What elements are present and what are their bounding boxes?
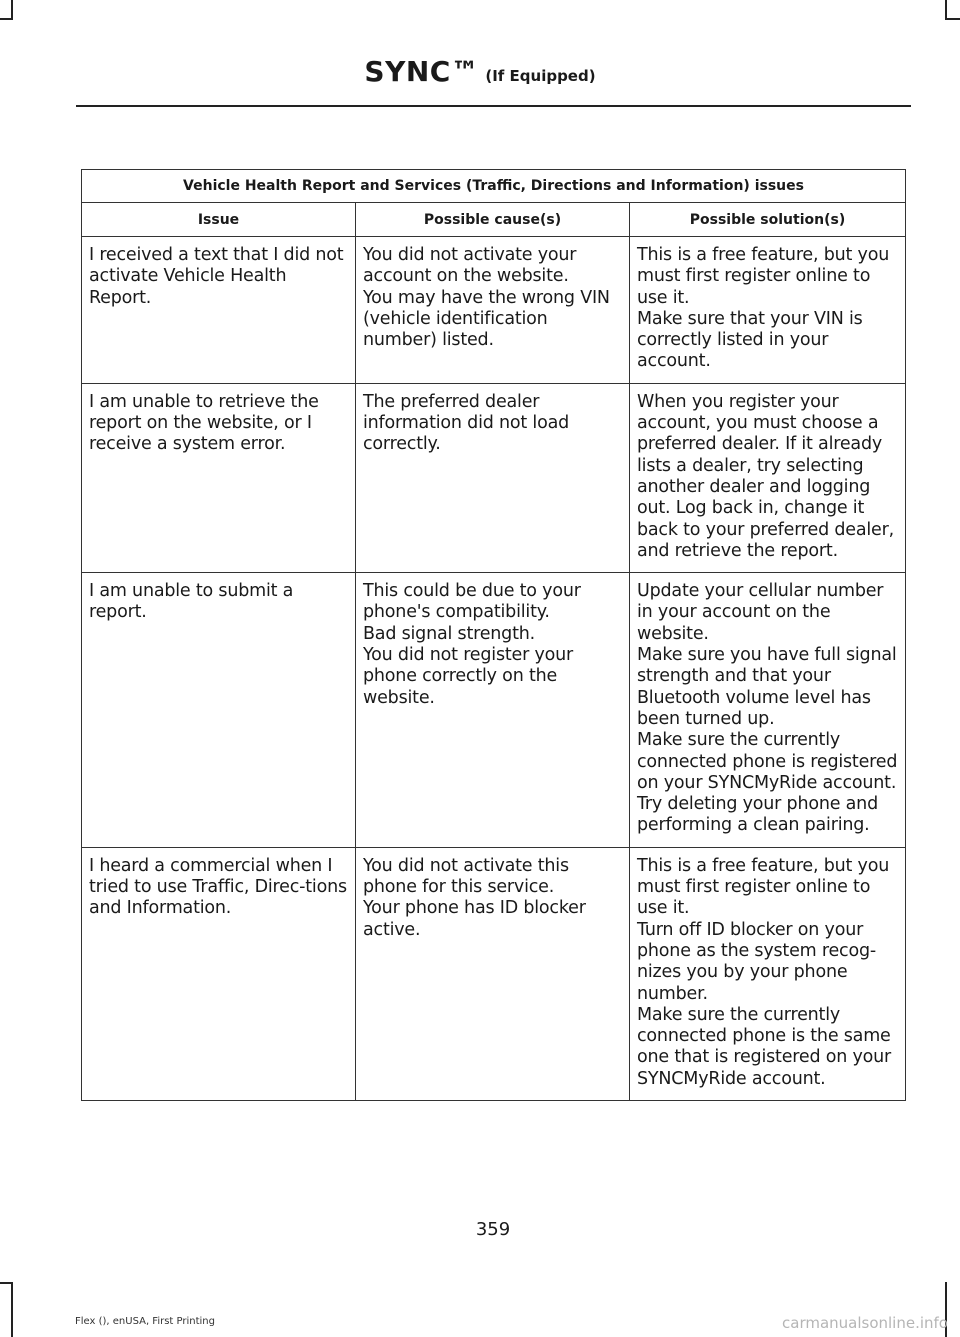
cause-cell [356, 847, 630, 1100]
cell-paragraph: This could be due to your phone's compatibility. [363, 581, 581, 623]
print-footer: Flex (), enUSA, First Printing [75, 1316, 215, 1327]
cause-cell [356, 573, 630, 848]
cell-paragraph: I received a text that I did not activate Vehicle Health Report. [89, 245, 344, 308]
table-row [82, 573, 906, 848]
issue-cell [82, 237, 356, 384]
crop-mark-top-right-v [945, 0, 947, 20]
crop-mark-top-right-h [945, 18, 960, 20]
cell-paragraph: Bad signal strength. [363, 623, 535, 644]
section-subtitle: (If Equipped) [485, 67, 596, 85]
cell-paragraph: Make sure the currently connected phone is registered on your SYNCMyRide account. [637, 730, 898, 793]
cell-paragraph: You did not activate this phone for this service. [363, 855, 569, 898]
cell-paragraph: Make sure that your VIN is correctly listed in your account. [637, 308, 863, 372]
cell-paragraph: I am unable to submit a report. [89, 581, 294, 623]
watermark: carmanualsonline.info [782, 1314, 948, 1332]
cell-paragraph: Make sure the currently connected phone is the same one that is registered on your SYNCMyRide account. [637, 1004, 892, 1089]
cause-cell [356, 237, 630, 384]
table-row [82, 847, 906, 1100]
crop-mark-top-left-v [11, 0, 13, 20]
solution-cell [630, 573, 906, 848]
cell-paragraph: Make sure you have full signal strength and that your Bluetooth volume level has been turned up. [637, 645, 897, 729]
cell-paragraph: Update your cellular number in your account on the website. [637, 581, 884, 644]
cell-paragraph: The preferred dealer information did not load correctly. [363, 391, 570, 455]
issues-table [81, 169, 906, 1101]
table-caption: Vehicle Health Report and Services (Traffic, Directions and Information) issues [82, 170, 906, 203]
page-number: 359 [475, 1219, 511, 1240]
cell-paragraph: I heard a commercial when I tried to use Traffic, Direc-tions and Information. [89, 855, 347, 919]
cell-paragraph: I am unable to retrieve the report on the website, or I receive a system error. [89, 391, 319, 455]
cell-paragraph: Turn off ID blocker on your phone as the system recog-nizes you by your phone number. [637, 919, 876, 1004]
solution-cell [630, 383, 906, 572]
cell-paragraph: When you register your account, you must choose a preferred dealer. If it already lists a dealer, try selecting another dealer and logging out. Log back in, change it back to your preferred dealer, and retrieve the report. [637, 391, 894, 561]
issue-cell [82, 573, 356, 848]
cell-paragraph: Try deleting your phone and performing a clean pairing. [637, 794, 878, 836]
cell-paragraph: You may have the wrong VIN (vehicle identification number) listed. [363, 287, 610, 351]
cause-cell [356, 383, 630, 572]
column-header-row [82, 203, 906, 237]
issue-cell [82, 847, 356, 1100]
table-row [82, 383, 906, 572]
header-divider [76, 105, 911, 107]
issue-cell [82, 383, 356, 572]
solution-cell [630, 847, 906, 1100]
cell-paragraph: This is a free feature, but you must first register online to use it. [637, 855, 890, 919]
page-header [0, 55, 960, 88]
crop-mark-top-left-h [0, 18, 13, 20]
cell-paragraph: Your phone has ID blocker active. [363, 898, 586, 940]
table-body [82, 237, 906, 1101]
solution-cell [630, 237, 906, 384]
cell-paragraph: This is a free feature, but you must first register online to use it. [637, 245, 890, 308]
column-header: Possible cause(s) [356, 203, 630, 237]
table-row [82, 237, 906, 384]
column-header: Possible solution(s) [630, 203, 906, 237]
column-header: Issue [82, 203, 356, 237]
cell-paragraph: You did not register your phone correctly on the website. [363, 645, 573, 708]
section-title: SYNC™ [364, 55, 480, 88]
crop-mark-bottom-left-h [0, 1282, 13, 1284]
crop-mark-bottom-left-v [11, 1282, 13, 1337]
cell-paragraph: You did not activate your account on the website. [363, 245, 577, 287]
